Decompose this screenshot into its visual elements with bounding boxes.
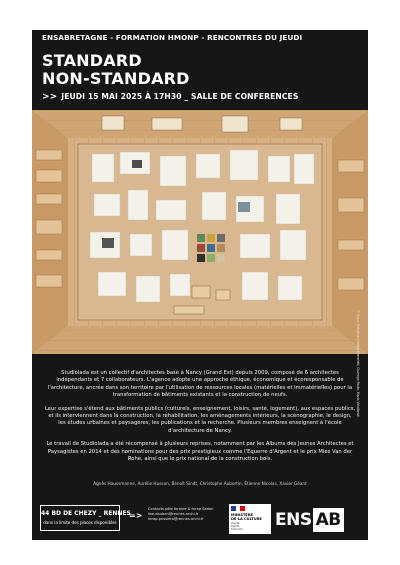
paragraph-intro: Studiolada est un collectif d'architectes basé à Nancy (Grand Est) depuis 2009, composé de 6 architectes indépendants et 7 collaborateurs. L'agence adopte une approche éthique, économique et écoresponsable de l'architecture, ancrée dans son territoire par l'utilisation de ressources locales (matérielles et immatérielles) pour la transformation de bâtiments existants et la construction de neufs. bbox=[47, 370, 353, 398]
flag-red bbox=[240, 506, 245, 511]
capacity-note: dans la limite des places disponibles bbox=[43, 520, 117, 525]
members-list: Agnès Haussmanne, Aurélie Husson, Benoît Sindt, Christophe Aubertin, Étienne Nicolas, Xavier Géant bbox=[93, 481, 307, 486]
logo-ens: ENS bbox=[275, 510, 312, 530]
logo-ab: AB bbox=[313, 508, 344, 532]
paragraph-expertise: Leur expertise s'étend aux bâtiments publics (culturels, enseignement, loisirs, santé, logement), aux espaces publics, et ils interviennent dans la construction, la réhabilitation, les aménagements intérieurs, la scénographie, le design, les études urbaines et paysagères, les publications et la recherche. Plusieurs membres enseignent à l'école d'architecture de Nancy. bbox=[44, 405, 356, 434]
contact-email-1[interactable]: lise.dauban@rennes.archi.fr bbox=[148, 512, 199, 516]
contact-email-2[interactable]: forap.prissieta@rennes.archi.fr bbox=[148, 517, 204, 521]
address-box bbox=[40, 505, 131, 531]
arrow-icon: => bbox=[129, 511, 143, 520]
ministry-of-culture-logo bbox=[229, 504, 271, 534]
event-date-line bbox=[42, 92, 298, 102]
french-flag-icon bbox=[231, 506, 245, 511]
ensab-logo bbox=[275, 508, 344, 532]
double-arrow-icon: >> bbox=[42, 92, 58, 102]
photo-credit: © Cyrus Dehghan-Lowhar-Hemmati, Ouvrage Poste, Maria Valaitiené bbox=[356, 310, 360, 417]
ministry-title: MINISTÈRE DE LA CULTURE bbox=[231, 513, 262, 521]
contact-block bbox=[148, 507, 213, 522]
address-text: 44 BD DE CHEZY _ RENNES bbox=[41, 510, 131, 517]
poster bbox=[32, 30, 368, 540]
footer bbox=[32, 501, 368, 540]
contact-line-1: Contacts pôle foraine & forap Sadon bbox=[148, 507, 214, 511]
title-line-1: STANDARD bbox=[42, 51, 142, 70]
description bbox=[44, 370, 356, 470]
paragraph-awards: Le travail de Studiolada a été récompensé à plusieurs reprises, notamment par les Albums des Jeunes Architectes et Paysagistes en 2014 et des nominations pour des prix prestigieux comme l'Equerre d'Argent et le prix Mies Van der Rohe, ainsi que le prix national de la construction bois. bbox=[46, 441, 354, 462]
title-line-2: NON-STANDARD bbox=[42, 69, 190, 88]
series-banner: ENSABRETAGNE - FORMATION HMONP - RENCONTRES DU JEUDI bbox=[42, 33, 303, 42]
wooden-room-illustration bbox=[32, 110, 368, 354]
exhibition-photo bbox=[32, 110, 368, 354]
event-date-text: JEUDI 15 MAI 2025 À 17H30 _ SALLE DE CONFERENCES bbox=[61, 92, 299, 101]
ministry-motto: Liberté Égalité Fraternité bbox=[231, 522, 243, 531]
poster-title bbox=[42, 52, 190, 88]
